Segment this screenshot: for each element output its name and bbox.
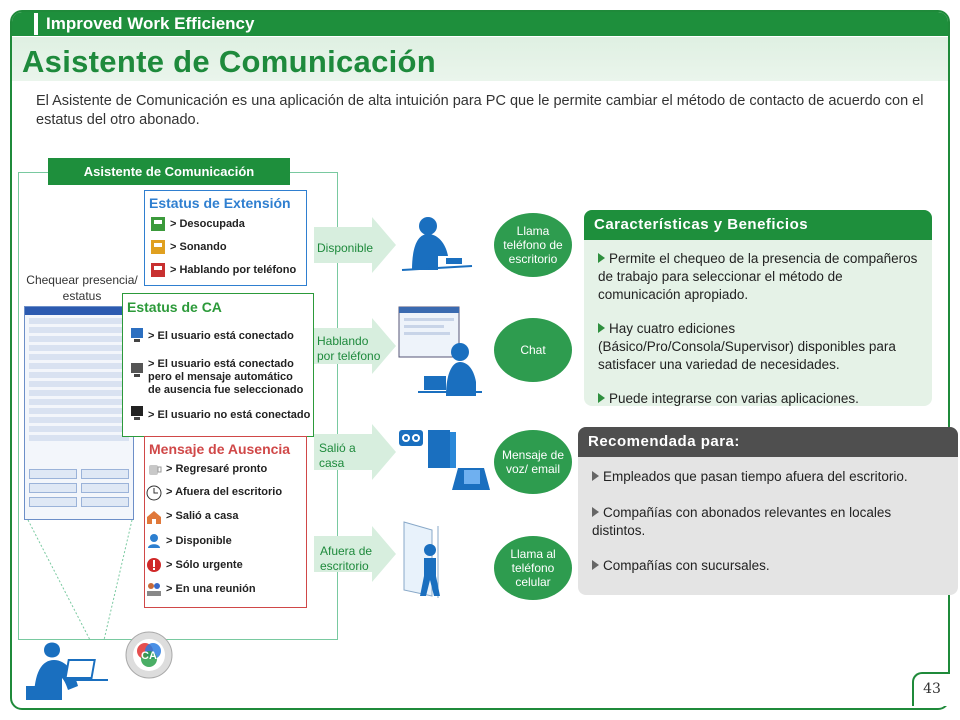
bullet-icon [598, 393, 605, 403]
coffee-cup-icon [146, 461, 162, 477]
recommended-item: Compañías con abonados relevantes en locales distintos. [592, 505, 892, 538]
zoom-lines [20, 516, 140, 646]
house-icon [146, 509, 162, 525]
bullet-icon [592, 507, 599, 517]
phone-ringing-icon [150, 239, 166, 255]
check-presence-label: Chequear presencia/ estatus [26, 273, 138, 303]
recommended-item: Compañías con sucursales. [603, 558, 770, 573]
ca-item-offline: El usuario no está conectado [157, 409, 311, 421]
available-person-icon [146, 533, 162, 549]
method-voicemail-email: Mensaje de voz/ email [494, 430, 572, 494]
bullet-icon [592, 560, 599, 570]
ext-item-busy: Hablando por teléfono [179, 264, 297, 276]
page-title: Asistente de Comunicación [22, 44, 437, 79]
ext-item-ringing: Sonando [179, 241, 227, 253]
ca-logo-icon [124, 630, 174, 680]
absence-item-urgent-only: Sólo urgente [175, 559, 243, 571]
person-laptop-icon [24, 630, 114, 702]
pc-away-icon [129, 362, 145, 378]
urgent-icon [146, 557, 162, 573]
ca-panel-label: Asistente de Comunicación [48, 158, 290, 185]
chat-pc-person-icon [398, 306, 484, 398]
absence-item-meeting: En una reunión [175, 583, 256, 595]
features-title: Características y Beneficios [584, 210, 932, 240]
phone-busy-icon [150, 262, 166, 278]
ca-item-online: El usuario está conectado [157, 330, 294, 342]
feature-item: Hay cuatro ediciones (Básico/Pro/Consola/Supervisor) disponibles para satisfacer una variedad de necesidades. [598, 321, 896, 372]
svg-text:CA: CA [141, 650, 157, 662]
bullet-icon [592, 471, 599, 481]
intro-text: El Asistente de Comunicación es una aplicación de alta intuición para PC que le permite cambiar el método de contacto de acuerdo con el estatus del otro abonado. [36, 93, 924, 128]
pc-offline-icon [129, 405, 145, 421]
method-chat: Chat [494, 318, 572, 382]
method-desk-phone: Llama teléfono de escritorio [494, 213, 572, 277]
section-label: Improved Work Efficiency [34, 13, 262, 35]
flow-status-away-desk: Afuera de escritorio [320, 544, 373, 573]
bullet-icon [598, 323, 605, 333]
ca-window-screenshot [24, 306, 134, 520]
method-mobile-phone: Llama al teléfono celular [494, 536, 572, 600]
desk-phone-person-icon [398, 214, 476, 276]
absence-message-title: Mensaje de Ausencia [149, 441, 291, 457]
meeting-icon [146, 581, 162, 597]
feature-item: Permite el chequeo de la presencia de compañeros de trabajo para seleccionar el método de comunicación apropiado. [598, 251, 918, 302]
recommended-title: Recomendada para: [578, 427, 958, 457]
absence-item-away-desk: Afuera del escritorio [175, 486, 283, 498]
walking-away-person-icon [398, 520, 462, 600]
voicemail-laptop-icon [398, 428, 494, 498]
phone-idle-icon [150, 216, 166, 232]
absence-item-available: Disponible [175, 535, 232, 547]
ca-item-away: El usuario está conectado pero el mensaje automático de ausencia fue seleccionado [148, 358, 304, 396]
ca-status-title: Estatus de CA [127, 299, 222, 315]
flow-status-available: Disponible [317, 241, 374, 255]
flow-status-went-home: Salió a casa [319, 441, 356, 470]
clock-icon [146, 485, 162, 501]
feature-item: Puede integrarse con varias aplicaciones. [609, 391, 859, 406]
page-number: 43 [912, 672, 950, 706]
bullet-icon [598, 253, 605, 263]
pc-online-icon [129, 327, 145, 343]
extension-status-title: Estatus de Extensión [149, 195, 291, 211]
absence-item-went-home: Salió a casa [175, 510, 239, 522]
absence-item-back-soon: Regresaré pronto [175, 463, 268, 475]
ext-item-idle: Desocupada [179, 218, 245, 230]
flow-status-talking: Hablando por teléfono [317, 334, 381, 363]
recommended-item: Empleados que pasan tiempo afuera del escritorio. [603, 469, 908, 484]
